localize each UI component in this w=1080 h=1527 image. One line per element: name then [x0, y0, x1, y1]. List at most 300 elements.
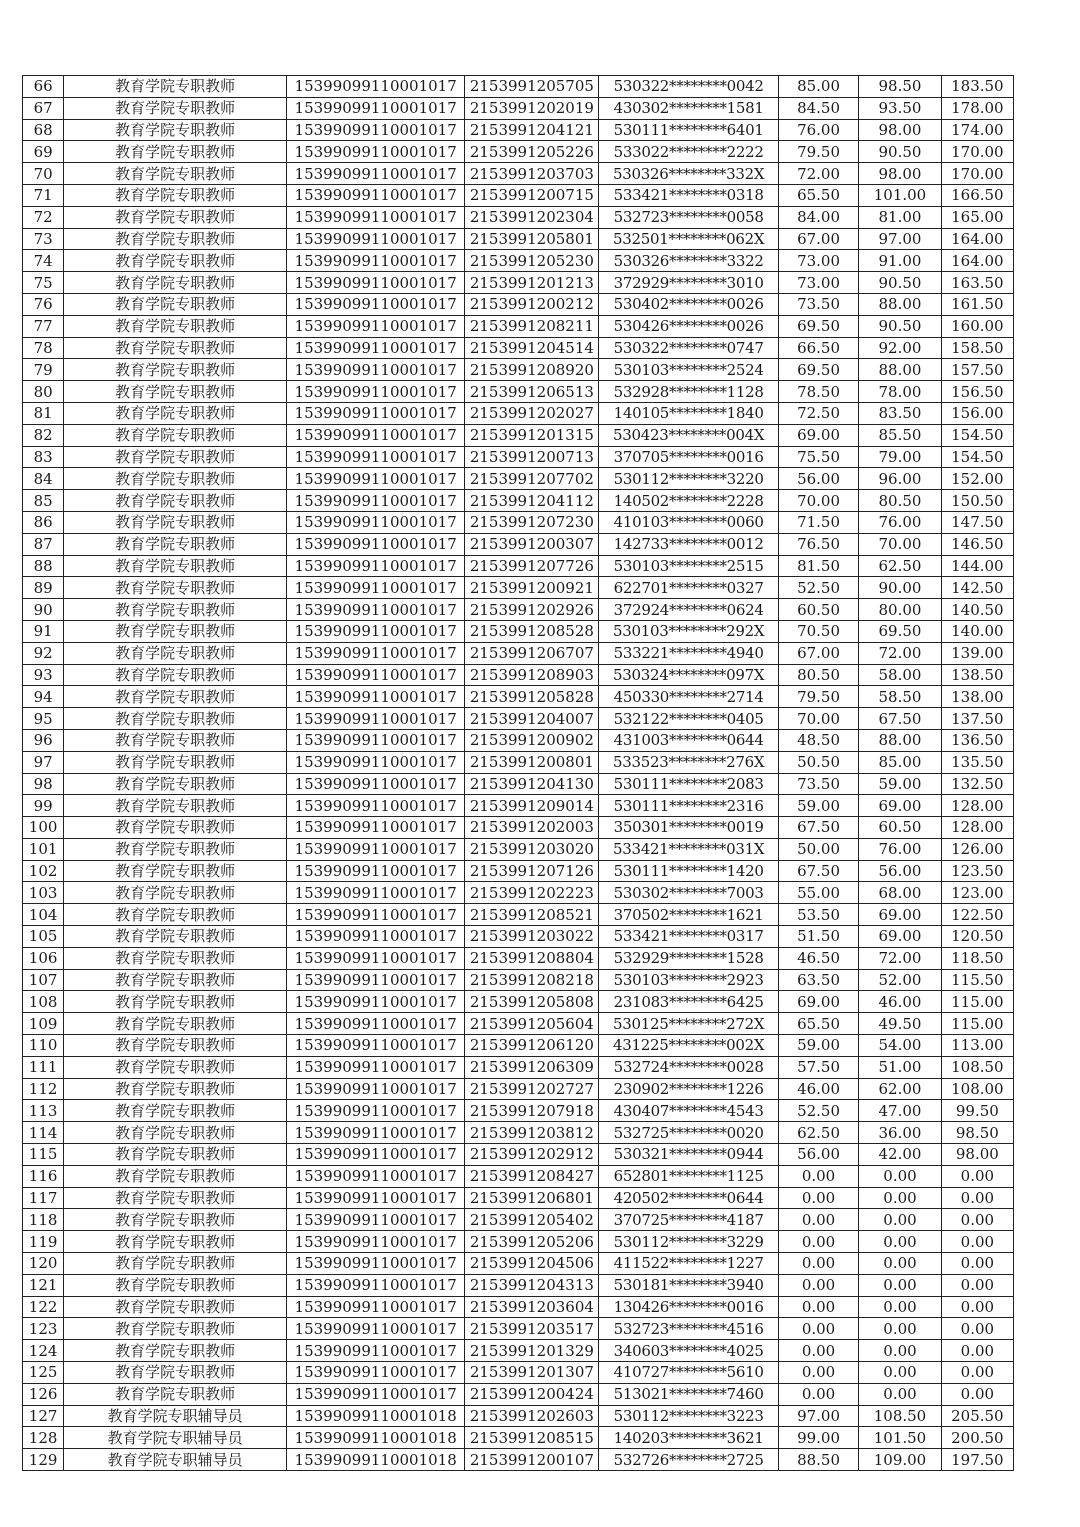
id-number-cell: 410727********5610	[599, 1362, 778, 1384]
table-row	[23, 1013, 1014, 1035]
interview-score-cell: 0.00	[859, 1187, 941, 1209]
written-score-cell: 69.00	[778, 424, 858, 446]
position-name-cell: 教育学院专职教师	[64, 184, 287, 206]
position-name-cell: 教育学院专职教师	[64, 817, 287, 839]
interview-score-cell: 90.00	[859, 577, 941, 599]
position-name-cell: 教育学院专职教师	[64, 119, 287, 141]
written-score-cell: 52.50	[778, 1100, 858, 1122]
position-name-cell: 教育学院专职教师	[64, 1209, 287, 1231]
position-name-cell: 教育学院专职教师	[64, 163, 287, 185]
written-score-cell: 73.50	[778, 293, 858, 315]
interview-score-cell: 76.00	[859, 838, 941, 860]
total-score-cell: 160.00	[941, 315, 1013, 337]
ticket-number-cell: 2153991206120	[465, 1035, 599, 1057]
interview-score-cell: 69.50	[859, 620, 941, 642]
position-name-cell: 教育学院专职辅导员	[64, 1405, 287, 1427]
ticket-number-cell: 2153991200715	[465, 184, 599, 206]
total-score-cell: 139.00	[941, 642, 1013, 664]
total-score-cell: 161.50	[941, 293, 1013, 315]
written-score-cell: 70.00	[778, 490, 858, 512]
position-name-cell: 教育学院专职教师	[64, 642, 287, 664]
id-number-cell: 140502********2228	[599, 490, 778, 512]
total-score-cell: 128.00	[941, 795, 1013, 817]
interview-score-cell: 47.00	[859, 1100, 941, 1122]
row-number-cell: 127	[23, 1405, 64, 1427]
position-name-cell: 教育学院专职教师	[64, 97, 287, 119]
row-number-cell: 120	[23, 1253, 64, 1275]
position-name-cell: 教育学院专职教师	[64, 729, 287, 751]
ticket-number-cell: 2153991205206	[465, 1231, 599, 1253]
table-row	[23, 947, 1014, 969]
position-name-cell: 教育学院专职教师	[64, 141, 287, 163]
written-score-cell: 59.00	[778, 795, 858, 817]
interview-score-cell: 72.00	[859, 642, 941, 664]
position-code-cell: 15399099110001017	[286, 1383, 464, 1405]
position-code-cell: 15399099110001017	[286, 76, 464, 98]
position-code-cell: 15399099110001017	[286, 904, 464, 926]
ticket-number-cell: 2153991200713	[465, 446, 599, 468]
interview-score-cell: 58.50	[859, 686, 941, 708]
total-score-cell: 170.00	[941, 141, 1013, 163]
interview-score-cell: 0.00	[859, 1253, 941, 1275]
table-row	[23, 446, 1014, 468]
written-score-cell: 65.50	[778, 184, 858, 206]
interview-score-cell: 80.00	[859, 599, 941, 621]
interview-score-cell: 98.50	[859, 76, 941, 98]
written-score-cell: 88.50	[778, 1449, 858, 1471]
table-row	[23, 76, 1014, 98]
ticket-number-cell: 2153991207230	[465, 511, 599, 533]
row-number-cell: 87	[23, 533, 64, 555]
table-row	[23, 163, 1014, 185]
position-name-cell: 教育学院专职教师	[64, 381, 287, 403]
ticket-number-cell: 2153991203703	[465, 163, 599, 185]
table-row	[23, 1340, 1014, 1362]
written-score-cell: 0.00	[778, 1253, 858, 1275]
total-score-cell: 157.50	[941, 359, 1013, 381]
position-code-cell: 15399099110001017	[286, 708, 464, 730]
total-score-cell: 126.00	[941, 838, 1013, 860]
row-number-cell: 76	[23, 293, 64, 315]
position-code-cell: 15399099110001017	[286, 729, 464, 751]
id-number-cell: 532726********2725	[599, 1449, 778, 1471]
ticket-number-cell: 2153991205828	[465, 686, 599, 708]
id-number-cell: 533022********2222	[599, 141, 778, 163]
position-name-cell: 教育学院专职教师	[64, 860, 287, 882]
id-number-cell: 431003********0644	[599, 729, 778, 751]
row-number-cell: 110	[23, 1035, 64, 1057]
table-row	[23, 795, 1014, 817]
total-score-cell: 197.50	[941, 1449, 1013, 1471]
table-row	[23, 969, 1014, 991]
id-number-cell: 530326********3322	[599, 250, 778, 272]
interview-score-cell: 85.50	[859, 424, 941, 446]
written-score-cell: 79.50	[778, 141, 858, 163]
id-number-cell: 340603********4025	[599, 1340, 778, 1362]
written-score-cell: 85.00	[778, 76, 858, 98]
interview-score-cell: 88.00	[859, 359, 941, 381]
position-code-cell: 15399099110001017	[286, 620, 464, 642]
ticket-number-cell: 2153991202304	[465, 206, 599, 228]
row-number-cell: 92	[23, 642, 64, 664]
interview-score-cell: 76.00	[859, 511, 941, 533]
id-number-cell: 533421********0318	[599, 184, 778, 206]
total-score-cell: 108.00	[941, 1078, 1013, 1100]
id-number-cell: 370705********0016	[599, 446, 778, 468]
table-row	[23, 206, 1014, 228]
position-code-cell: 15399099110001017	[286, 1100, 464, 1122]
ticket-number-cell: 2153991209014	[465, 795, 599, 817]
id-number-cell: 530326********332X	[599, 163, 778, 185]
table-row	[23, 729, 1014, 751]
total-score-cell: 144.00	[941, 555, 1013, 577]
ticket-number-cell: 2153991201329	[465, 1340, 599, 1362]
position-name-cell: 教育学院专职教师	[64, 206, 287, 228]
interview-score-cell: 69.00	[859, 904, 941, 926]
id-number-cell: 372924********0624	[599, 599, 778, 621]
ticket-number-cell: 2153991205402	[465, 1209, 599, 1231]
ticket-number-cell: 2153991202603	[465, 1405, 599, 1427]
ticket-number-cell: 2153991203022	[465, 926, 599, 948]
ticket-number-cell: 2153991206513	[465, 381, 599, 403]
ticket-number-cell: 2153991205230	[465, 250, 599, 272]
id-number-cell: 370502********1621	[599, 904, 778, 926]
written-score-cell: 51.50	[778, 926, 858, 948]
total-score-cell: 146.50	[941, 533, 1013, 555]
written-score-cell: 84.00	[778, 206, 858, 228]
ticket-number-cell: 2153991202223	[465, 882, 599, 904]
position-name-cell: 教育学院专职教师	[64, 664, 287, 686]
written-score-cell: 0.00	[778, 1274, 858, 1296]
row-number-cell: 75	[23, 272, 64, 294]
total-score-cell: 140.50	[941, 599, 1013, 621]
position-code-cell: 15399099110001017	[286, 1078, 464, 1100]
row-number-cell: 78	[23, 337, 64, 359]
ticket-number-cell: 2153991204506	[465, 1253, 599, 1275]
position-name-cell: 教育学院专职教师	[64, 1362, 287, 1384]
table-row	[23, 1405, 1014, 1427]
ticket-number-cell: 2153991201213	[465, 272, 599, 294]
id-number-cell: 430302********1581	[599, 97, 778, 119]
table-row	[23, 1165, 1014, 1187]
table-row	[23, 337, 1014, 359]
row-number-cell: 106	[23, 947, 64, 969]
row-number-cell: 116	[23, 1165, 64, 1187]
id-number-cell: 431225********002X	[599, 1035, 778, 1057]
ticket-number-cell: 2153991204112	[465, 490, 599, 512]
position-code-cell: 15399099110001017	[286, 119, 464, 141]
total-score-cell: 98.50	[941, 1122, 1013, 1144]
row-number-cell: 114	[23, 1122, 64, 1144]
row-number-cell: 97	[23, 751, 64, 773]
position-code-cell: 15399099110001017	[286, 1318, 464, 1340]
interview-score-cell: 90.50	[859, 315, 941, 337]
position-code-cell: 15399099110001018	[286, 1405, 464, 1427]
table-row	[23, 141, 1014, 163]
interview-score-cell: 80.50	[859, 490, 941, 512]
interview-score-cell: 79.00	[859, 446, 941, 468]
total-score-cell: 115.50	[941, 969, 1013, 991]
interview-score-cell: 46.00	[859, 991, 941, 1013]
table-row	[23, 664, 1014, 686]
row-number-cell: 85	[23, 490, 64, 512]
row-number-cell: 80	[23, 381, 64, 403]
position-name-cell: 教育学院专职教师	[64, 1100, 287, 1122]
position-code-cell: 15399099110001017	[286, 817, 464, 839]
interview-score-cell: 0.00	[859, 1340, 941, 1362]
position-code-cell: 15399099110001017	[286, 272, 464, 294]
interview-score-cell: 54.00	[859, 1035, 941, 1057]
row-number-cell: 121	[23, 1274, 64, 1296]
written-score-cell: 50.00	[778, 838, 858, 860]
row-number-cell: 100	[23, 817, 64, 839]
row-number-cell: 89	[23, 577, 64, 599]
ticket-number-cell: 2153991202912	[465, 1144, 599, 1166]
row-number-cell: 117	[23, 1187, 64, 1209]
table-row	[23, 1231, 1014, 1253]
ticket-number-cell: 2153991208211	[465, 315, 599, 337]
total-score-cell: 98.00	[941, 1144, 1013, 1166]
interview-score-cell: 62.00	[859, 1078, 941, 1100]
position-code-cell: 15399099110001017	[286, 1035, 464, 1057]
position-name-cell: 教育学院专职教师	[64, 577, 287, 599]
position-name-cell: 教育学院专职教师	[64, 991, 287, 1013]
id-number-cell: 430407********4543	[599, 1100, 778, 1122]
position-code-cell: 15399099110001017	[286, 969, 464, 991]
interview-score-cell: 88.00	[859, 729, 941, 751]
id-number-cell: 231083********6425	[599, 991, 778, 1013]
written-score-cell: 0.00	[778, 1209, 858, 1231]
ticket-number-cell: 2153991208804	[465, 947, 599, 969]
position-name-cell: 教育学院专职教师	[64, 402, 287, 424]
position-name-cell: 教育学院专职辅导员	[64, 1427, 287, 1449]
row-number-cell: 69	[23, 141, 64, 163]
ticket-number-cell: 2153991207126	[465, 860, 599, 882]
written-score-cell: 59.00	[778, 1035, 858, 1057]
position-name-cell: 教育学院专职教师	[64, 947, 287, 969]
id-number-cell: 533221********4940	[599, 642, 778, 664]
position-name-cell: 教育学院专职教师	[64, 490, 287, 512]
id-number-cell: 532723********4516	[599, 1318, 778, 1340]
position-code-cell: 15399099110001017	[286, 359, 464, 381]
position-name-cell: 教育学院专职教师	[64, 228, 287, 250]
ticket-number-cell: 2153991207702	[465, 468, 599, 490]
position-name-cell: 教育学院专职教师	[64, 1165, 287, 1187]
total-score-cell: 0.00	[941, 1187, 1013, 1209]
written-score-cell: 72.50	[778, 402, 858, 424]
table-row	[23, 402, 1014, 424]
position-name-cell: 教育学院专职教师	[64, 1013, 287, 1035]
ticket-number-cell: 2153991203517	[465, 1318, 599, 1340]
table-row	[23, 686, 1014, 708]
written-score-cell: 97.00	[778, 1405, 858, 1427]
ticket-number-cell: 2153991202003	[465, 817, 599, 839]
interview-score-cell: 101.00	[859, 184, 941, 206]
total-score-cell: 152.00	[941, 468, 1013, 490]
row-number-cell: 103	[23, 882, 64, 904]
written-score-cell: 56.00	[778, 1144, 858, 1166]
total-score-cell: 164.00	[941, 228, 1013, 250]
position-code-cell: 15399099110001017	[286, 402, 464, 424]
written-score-cell: 80.50	[778, 664, 858, 686]
position-name-cell: 教育学院专职教师	[64, 337, 287, 359]
written-score-cell: 0.00	[778, 1383, 858, 1405]
id-number-cell: 530103********292X	[599, 620, 778, 642]
total-score-cell: 0.00	[941, 1253, 1013, 1275]
row-number-cell: 88	[23, 555, 64, 577]
ticket-number-cell: 2153991204130	[465, 773, 599, 795]
table-row	[23, 751, 1014, 773]
table-row	[23, 511, 1014, 533]
interview-score-cell: 88.00	[859, 293, 941, 315]
interview-score-cell: 59.00	[859, 773, 941, 795]
interview-score-cell: 0.00	[859, 1296, 941, 1318]
written-score-cell: 46.00	[778, 1078, 858, 1100]
written-score-cell: 81.50	[778, 555, 858, 577]
ticket-number-cell: 2153991200424	[465, 1383, 599, 1405]
total-score-cell: 205.50	[941, 1405, 1013, 1427]
ticket-number-cell: 2153991203604	[465, 1296, 599, 1318]
id-number-cell: 372929********3010	[599, 272, 778, 294]
id-number-cell: 652801********1125	[599, 1165, 778, 1187]
table-row	[23, 991, 1014, 1013]
position-code-cell: 15399099110001017	[286, 250, 464, 272]
written-score-cell: 0.00	[778, 1340, 858, 1362]
written-score-cell: 67.00	[778, 642, 858, 664]
total-score-cell: 138.50	[941, 664, 1013, 686]
interview-score-cell: 109.00	[859, 1449, 941, 1471]
id-number-cell: 533421********0317	[599, 926, 778, 948]
id-number-cell: 530181********3940	[599, 1274, 778, 1296]
total-score-cell: 147.50	[941, 511, 1013, 533]
total-score-cell: 178.00	[941, 97, 1013, 119]
position-code-cell: 15399099110001017	[286, 1187, 464, 1209]
total-score-cell: 140.00	[941, 620, 1013, 642]
position-code-cell: 15399099110001017	[286, 141, 464, 163]
interview-score-cell: 96.00	[859, 468, 941, 490]
total-score-cell: 0.00	[941, 1296, 1013, 1318]
total-score-cell: 165.00	[941, 206, 1013, 228]
ticket-number-cell: 2153991205604	[465, 1013, 599, 1035]
ticket-number-cell: 2153991200902	[465, 729, 599, 751]
row-number-cell: 81	[23, 402, 64, 424]
id-number-cell: 140203********3621	[599, 1427, 778, 1449]
position-code-cell: 15399099110001017	[286, 446, 464, 468]
id-number-cell: 530112********3229	[599, 1231, 778, 1253]
row-number-cell: 91	[23, 620, 64, 642]
id-number-cell: 530112********3220	[599, 468, 778, 490]
position-code-cell: 15399099110001017	[286, 577, 464, 599]
position-code-cell: 15399099110001017	[286, 533, 464, 555]
total-score-cell: 118.50	[941, 947, 1013, 969]
position-name-cell: 教育学院专职教师	[64, 1253, 287, 1275]
table-row	[23, 97, 1014, 119]
total-score-cell: 170.00	[941, 163, 1013, 185]
written-score-cell: 60.50	[778, 599, 858, 621]
total-score-cell: 99.50	[941, 1100, 1013, 1122]
row-number-cell: 119	[23, 1231, 64, 1253]
position-name-cell: 教育学院专职教师	[64, 424, 287, 446]
ticket-number-cell: 2153991207726	[465, 555, 599, 577]
interview-score-cell: 90.50	[859, 141, 941, 163]
written-score-cell: 0.00	[778, 1187, 858, 1209]
row-number-cell: 101	[23, 838, 64, 860]
ticket-number-cell: 2153991200107	[465, 1449, 599, 1471]
interview-score-cell: 58.00	[859, 664, 941, 686]
position-name-cell: 教育学院专职教师	[64, 1187, 287, 1209]
ticket-number-cell: 2153991208903	[465, 664, 599, 686]
ticket-number-cell: 2153991205226	[465, 141, 599, 163]
position-code-cell: 15399099110001017	[286, 511, 464, 533]
position-code-cell: 15399099110001017	[286, 1274, 464, 1296]
position-code-cell: 15399099110001017	[286, 1013, 464, 1035]
total-score-cell: 158.50	[941, 337, 1013, 359]
results-table-body	[23, 76, 1014, 1471]
total-score-cell: 0.00	[941, 1209, 1013, 1231]
interview-score-cell: 0.00	[859, 1231, 941, 1253]
row-number-cell: 95	[23, 708, 64, 730]
position-code-cell: 15399099110001017	[286, 947, 464, 969]
table-row	[23, 293, 1014, 315]
total-score-cell: 150.50	[941, 490, 1013, 512]
position-code-cell: 15399099110001017	[286, 490, 464, 512]
row-number-cell: 129	[23, 1449, 64, 1471]
ticket-number-cell: 2153991207918	[465, 1100, 599, 1122]
row-number-cell: 86	[23, 511, 64, 533]
position-name-cell: 教育学院专职教师	[64, 533, 287, 555]
position-name-cell: 教育学院专职教师	[64, 293, 287, 315]
interview-score-cell: 98.00	[859, 163, 941, 185]
written-score-cell: 62.50	[778, 1122, 858, 1144]
row-number-cell: 125	[23, 1362, 64, 1384]
position-name-cell: 教育学院专职教师	[64, 620, 287, 642]
table-row	[23, 577, 1014, 599]
row-number-cell: 98	[23, 773, 64, 795]
written-score-cell: 57.50	[778, 1056, 858, 1078]
total-score-cell: 183.50	[941, 76, 1013, 98]
total-score-cell: 138.00	[941, 686, 1013, 708]
written-score-cell: 0.00	[778, 1165, 858, 1187]
table-row	[23, 882, 1014, 904]
id-number-cell: 411522********1227	[599, 1253, 778, 1275]
position-name-cell: 教育学院专职教师	[64, 882, 287, 904]
position-code-cell: 15399099110001017	[286, 773, 464, 795]
position-code-cell: 15399099110001017	[286, 1165, 464, 1187]
position-code-cell: 15399099110001017	[286, 315, 464, 337]
written-score-cell: 70.00	[778, 708, 858, 730]
id-number-cell: 530103********2923	[599, 969, 778, 991]
written-score-cell: 46.50	[778, 947, 858, 969]
position-name-cell: 教育学院专职教师	[64, 1122, 287, 1144]
total-score-cell: 123.00	[941, 882, 1013, 904]
id-number-cell: 532723********0058	[599, 206, 778, 228]
position-name-cell: 教育学院专职教师	[64, 1318, 287, 1340]
results-table	[22, 75, 1014, 1471]
position-code-cell: 15399099110001017	[286, 228, 464, 250]
row-number-cell: 77	[23, 315, 64, 337]
id-number-cell: 530111********2083	[599, 773, 778, 795]
written-score-cell: 67.50	[778, 817, 858, 839]
table-row	[23, 708, 1014, 730]
ticket-number-cell: 2153991208521	[465, 904, 599, 926]
interview-score-cell: 69.00	[859, 795, 941, 817]
written-score-cell: 66.50	[778, 337, 858, 359]
ticket-number-cell: 2153991200921	[465, 577, 599, 599]
total-score-cell: 0.00	[941, 1165, 1013, 1187]
position-code-cell: 15399099110001017	[286, 1340, 464, 1362]
position-name-cell: 教育学院专职教师	[64, 1035, 287, 1057]
written-score-cell: 53.50	[778, 904, 858, 926]
